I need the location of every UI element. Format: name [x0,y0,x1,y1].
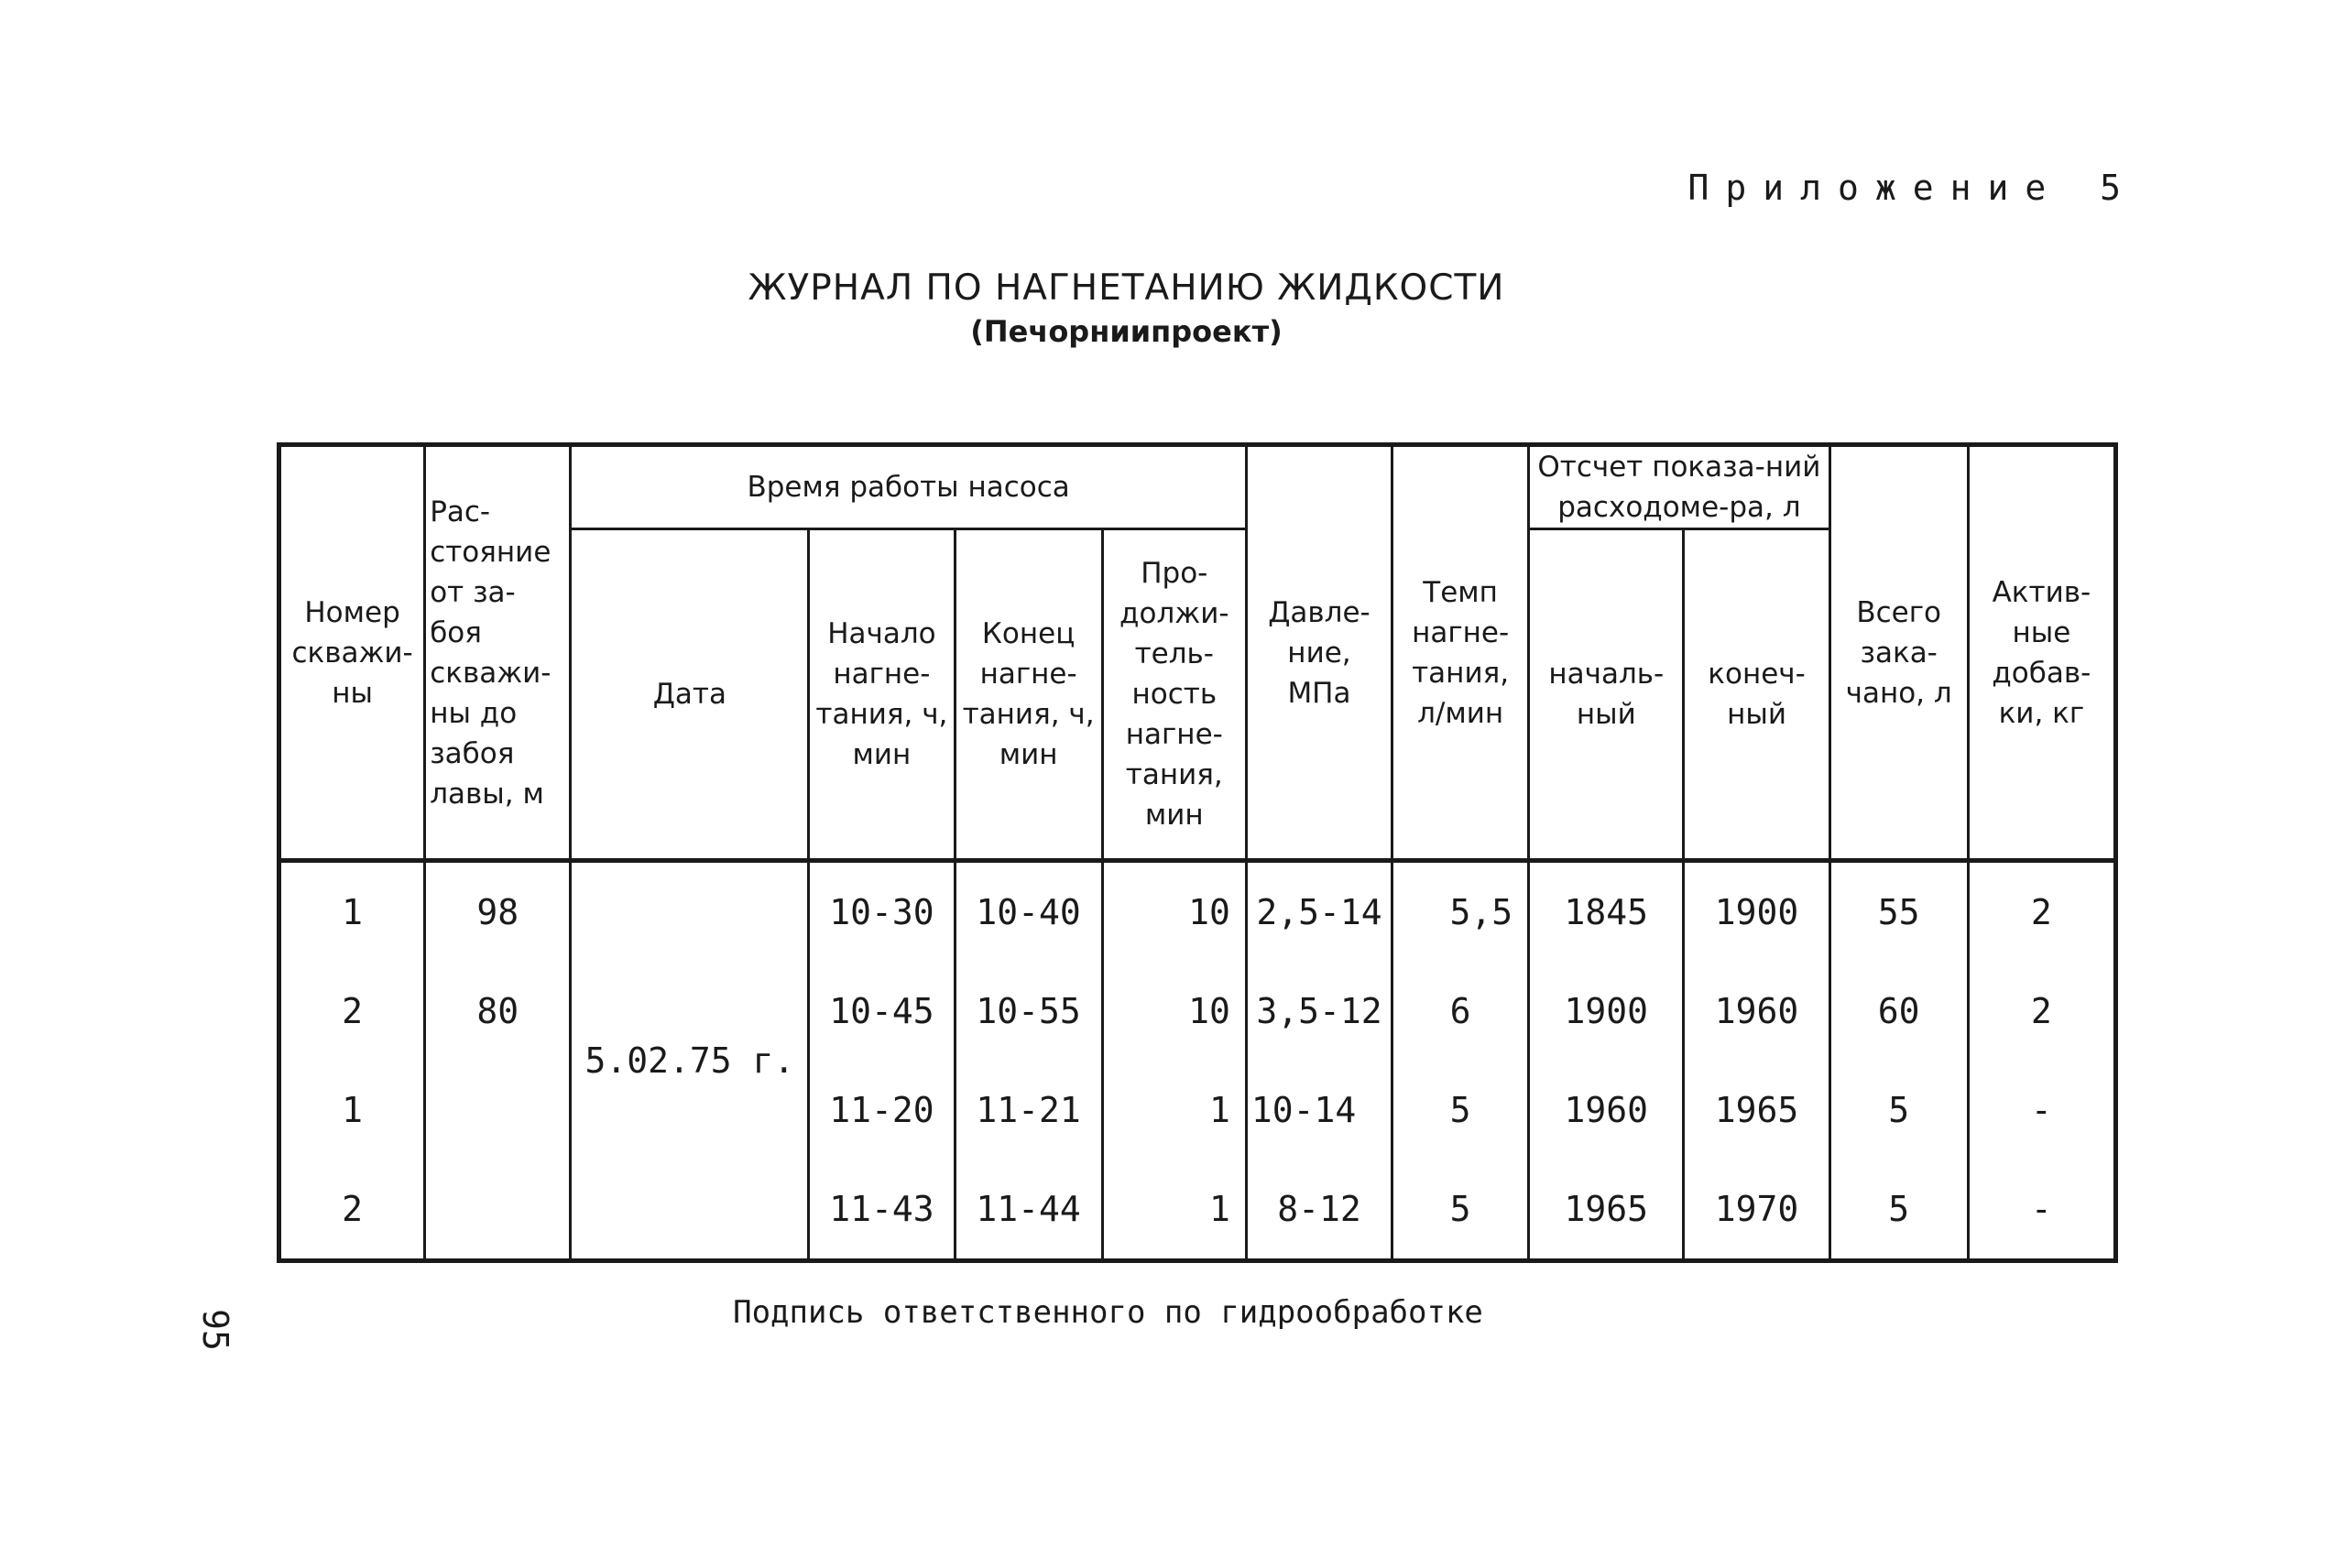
cell-rate: 6 [1392,962,1529,1061]
col-header-flow-final: конеч-ный [1684,529,1829,861]
appendix-label: Приложение 5 [1687,168,2137,208]
cell-end: 10-40 [955,861,1102,963]
col-header-duration: Про-должи-тель-ность нагне-тания, мин [1102,529,1246,861]
table-row [279,861,2116,963]
cell-flow-initial: 1845 [1529,861,1684,963]
cell-start: 10-45 [809,962,955,1061]
cell-end: 11-44 [955,1160,1102,1261]
cell-pressure: 2,5-14 [1246,861,1392,963]
col-header-rate: Темп нагне-тания, л/мин [1392,445,1529,861]
cell-additives: - [1968,1061,2115,1160]
col-header-flowmeter: Отсчет показа-ний расходоме-ра, л [1529,445,1829,529]
cell-pressure: 3,5-12 [1246,962,1392,1061]
table-row [279,962,2116,1061]
cell-flow-initial: 1960 [1529,1061,1684,1160]
cell-start: 11-20 [809,1061,955,1160]
cell-duration: 1 [1102,1061,1246,1160]
table-row [279,1160,2116,1261]
cell-flow-final: 1960 [1684,962,1829,1061]
cell-flow-initial: 1900 [1529,962,1684,1061]
cell-duration: 10 [1102,962,1246,1061]
cell-date: 5.02.75 г. [571,861,809,1261]
cell-rate: 5 [1392,1160,1529,1261]
cell-end: 11-21 [955,1061,1102,1160]
cell-flow-initial: 1965 [1529,1160,1684,1261]
injection-journal-table [277,442,2118,1263]
col-header-total: Всего зака-чано, л [1829,445,1968,861]
col-header-additives: Актив-ные добав-ки, кг [1968,445,2115,861]
cell-duration: 10 [1102,861,1246,963]
col-header-end: Конец нагне-тания, ч, мин [955,529,1102,861]
cell-pressure: 8-12 [1246,1160,1392,1261]
cell-flow-final: 1900 [1684,861,1829,963]
cell-additives: - [1968,1160,2115,1261]
cell-rate: 5,5 [1392,861,1529,963]
cell-well: 1 [279,1061,425,1160]
page-number: 95 [194,1309,235,1351]
cell-total: 60 [1829,962,1968,1061]
cell-additives: 2 [1968,962,2115,1061]
cell-distance: 98 [425,861,571,963]
cell-distance [425,1061,571,1160]
cell-end: 10-55 [955,962,1102,1061]
cell-flow-final: 1970 [1684,1160,1829,1261]
col-header-distance: Рас-стояние от за-боя скважи-ны до забоя лавы, м [425,445,571,861]
cell-well: 2 [279,1160,425,1261]
col-header-pressure: Давле-ние, МПа [1246,445,1392,861]
cell-well: 2 [279,962,425,1061]
cell-well: 1 [279,861,425,963]
cell-total: 55 [1829,861,1968,963]
cell-pressure: 10-14 [1246,1061,1392,1160]
cell-rate: 5 [1392,1061,1529,1160]
col-header-start: Начало нагне-тания, ч, мин [809,529,955,861]
cell-distance: 80 [425,962,571,1061]
cell-start: 10-30 [809,861,955,963]
cell-distance [425,1160,571,1261]
cell-duration: 1 [1102,1160,1246,1261]
cell-additives: 2 [1968,861,2115,963]
journal-subtitle: (Печорниипроект) [970,314,1283,349]
cell-flow-final: 1965 [1684,1061,1829,1160]
cell-total: 5 [1829,1061,1968,1160]
cell-total: 5 [1829,1160,1968,1261]
col-header-date: Дата [571,529,809,861]
col-header-pump-time: Время работы насоса [571,445,1247,529]
journal-title: ЖУРНАЛ ПО НАГНЕТАНИЮ ЖИДКОСТИ [748,267,1505,309]
table-row [279,1061,2116,1160]
col-header-flow-initial: началь-ный [1529,529,1684,861]
signature-line: Подпись ответственного по гидрообработке [733,1294,1483,1331]
cell-start: 11-43 [809,1160,955,1261]
col-header-well-number: Номер скважи-ны [279,445,425,861]
